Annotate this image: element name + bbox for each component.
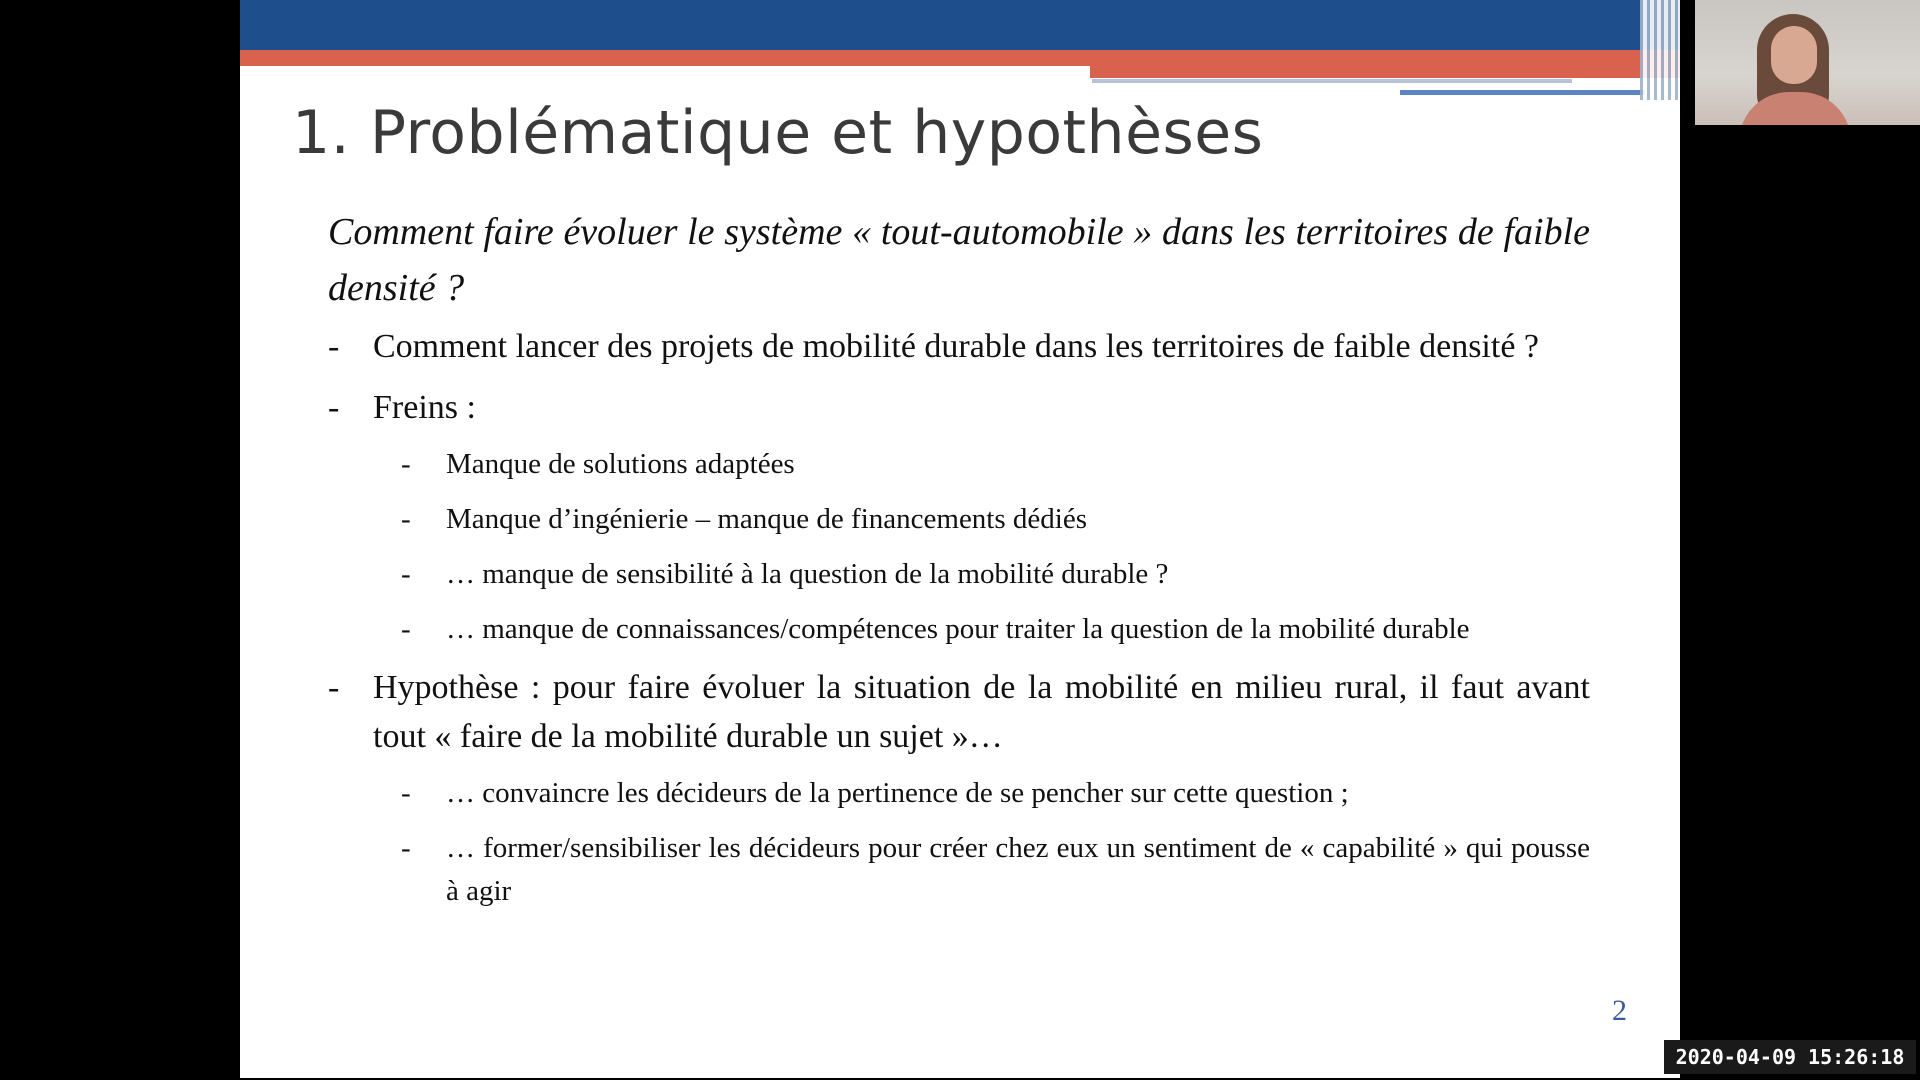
bullet-dash: -: [401, 448, 411, 480]
bullet-list: [328, 322, 1590, 913]
bullet-item: [328, 663, 1590, 761]
sub-bullet-item: [328, 772, 1590, 815]
bullet-dash: -: [328, 669, 340, 706]
bullet-dash: -: [328, 389, 340, 426]
sub-bullet-text: … manque de sensibilité à la question de la mobilité durable ?: [446, 558, 1169, 590]
sub-bullet-item: [328, 827, 1590, 913]
sub-bullet-text: … convaincre les décideurs de la pertinence de se pencher sur cette question ;: [446, 777, 1349, 809]
header-accent-line: [1092, 79, 1572, 83]
webcam-thumbnail[interactable]: [1695, 0, 1920, 125]
sub-bullet-text: … manque de connaissances/compétences pour traiter la question de la mobilité durable: [446, 613, 1470, 645]
bullet-text: Freins :: [373, 389, 476, 426]
header-accent-line: [1400, 90, 1645, 95]
bullet-dash: -: [401, 832, 411, 864]
sub-bullet-item: [328, 608, 1590, 651]
bullet-text: Comment lancer des projets de mobilité durable dans les territoires de faible densité ?: [373, 328, 1540, 365]
sub-bullet-item: [328, 443, 1590, 486]
header-band-red-lower: [1090, 66, 1680, 78]
slide-title: 1. Problématique et hypothèses: [292, 98, 1264, 168]
bullet-text: Hypothèse : pour faire évoluer la situation de la mobilité en milieu rural, il faut avant tout « faire de la mobilité durable un sujet »…: [373, 669, 1590, 755]
bullet-item: [328, 383, 1590, 432]
presentation-slide: [240, 0, 1680, 1078]
header-band-red: [240, 50, 1680, 66]
presenter-body: [1739, 92, 1851, 125]
header-band-blue: [240, 0, 1680, 50]
bullet-dash: -: [401, 613, 411, 645]
sub-bullet-text: Manque d’ingénierie – manque de financements dédiés: [446, 503, 1087, 535]
bullet-dash: -: [401, 558, 411, 590]
sub-bullet-text: Manque de solutions adaptées: [446, 448, 795, 480]
recording-timestamp: 2020-04-09 15:26:18: [1664, 1040, 1916, 1074]
research-question: Comment faire évoluer le système « tout-automobile » dans les territoires de faible densité ?: [328, 211, 1590, 309]
sub-bullet-item: [328, 553, 1590, 596]
presenter-face: [1771, 26, 1817, 84]
bullet-dash: -: [401, 503, 411, 535]
page-number: 2: [1612, 994, 1627, 1027]
bullet-dash: -: [401, 777, 411, 809]
sub-bullet-item: [328, 498, 1590, 541]
sub-bullet-text: … former/sensibiliser les décideurs pour créer chez eux un sentiment de « capabilité » qui pousse à agir: [446, 832, 1590, 907]
bullet-dash: -: [328, 328, 340, 365]
header-notch: [240, 66, 1090, 78]
bullet-item: [328, 322, 1590, 371]
header-stripes: [1640, 0, 1680, 100]
